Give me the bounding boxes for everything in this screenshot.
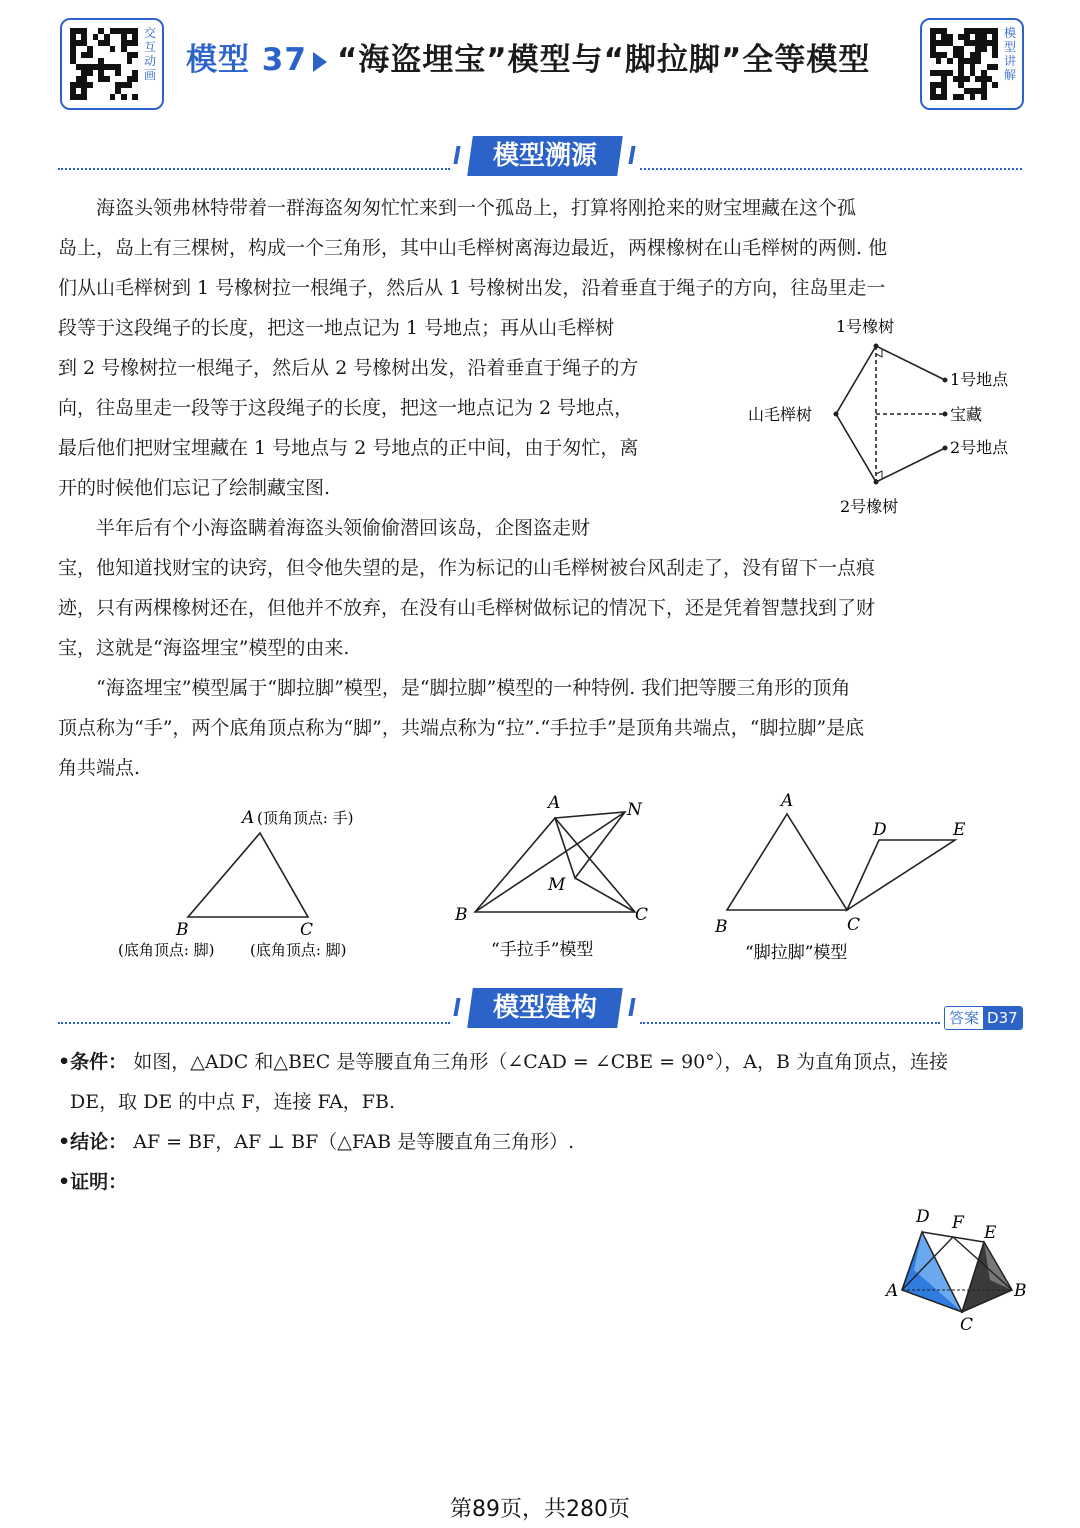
vertex-C: C bbox=[847, 915, 861, 935]
answer-reference-badge[interactable]: 答案 D37 bbox=[944, 1006, 1023, 1030]
banner-deco bbox=[453, 146, 460, 164]
label-oak-1: 1号橡树 bbox=[836, 317, 895, 336]
vertex-A: A bbox=[886, 1281, 899, 1301]
hand-in-hand-figure bbox=[445, 790, 665, 970]
divider bbox=[58, 168, 450, 170]
conclusion-block: •结论： AF = BF，AF ⊥ BF（△FAB 是等腰直角三角形）. bbox=[58, 1131, 575, 1153]
conclusion-text: AF = BF，AF ⊥ BF（△FAB 是等腰直角三角形）. bbox=[133, 1131, 575, 1153]
qr-code-icon bbox=[70, 28, 138, 100]
story-paragraph-1: 海盗头领弗林特带着一群海盗匆匆忙忙来到一个孤岛上，打算将刚抢来的财宝埋藏在这个孤 岛上，岛上有三棵树，构成一个三角形，其中山毛榉树离海边最近，两棵橡树在山毛榉树的两侧. 他 们从山毛榉树到 1 号橡树拉一根绳子，然后从 1 号橡树出发，沿着垂直于绳子的方向，往岛里走一 bbox=[58, 197, 888, 299]
conclusion-label: 结论： bbox=[70, 1131, 128, 1153]
condition-block: •条件： 如图，△ADC 和△BEC 是等腰直角三角形（∠CAD = ∠CBE = 90°），A，B 为直角顶点，连接 DE，取 DE 的中点 F，连接 FA，FB. bbox=[58, 1042, 1024, 1122]
page-title bbox=[186, 34, 870, 79]
qr-right-label: 模型讲解 bbox=[1003, 26, 1016, 82]
vertex-D: D bbox=[916, 1207, 930, 1227]
qr-left-label: 交互动画 bbox=[143, 26, 156, 82]
foot-to-foot-figure bbox=[705, 790, 985, 970]
divider bbox=[640, 168, 1022, 170]
label-spot-2: 2号地点 bbox=[950, 438, 1009, 457]
label-treasure: 宝藏 bbox=[950, 405, 983, 424]
vertex-D: D bbox=[873, 820, 887, 840]
model-number: 模型 37 bbox=[186, 42, 307, 78]
foot-model-caption: “脚拉脚”模型 bbox=[745, 943, 848, 963]
vertex-F: F bbox=[952, 1213, 964, 1233]
hand-model-caption: “手拉手”模型 bbox=[491, 940, 594, 960]
vertex-A: A bbox=[781, 791, 794, 811]
vertex-A: A bbox=[242, 808, 255, 828]
vertex-C: C bbox=[635, 905, 649, 925]
vertex-B: B bbox=[176, 920, 189, 940]
proof-block: •证明： bbox=[58, 1171, 128, 1193]
banner-deco bbox=[628, 998, 635, 1016]
model-title: “海盗埋宝”模型与“脚拉脚”全等模型 bbox=[336, 42, 871, 78]
proof-label: 证明： bbox=[70, 1171, 128, 1193]
vertex-B: B bbox=[1014, 1281, 1027, 1301]
vertex-B: B bbox=[455, 905, 468, 925]
banner-deco bbox=[453, 998, 460, 1016]
label-oak-2: 2号橡树 bbox=[840, 497, 899, 516]
vertex-E: E bbox=[984, 1223, 997, 1243]
story-paragraph-1-wrap: 段等于这段绳子的长度，把这一地点记为 1 号地点；再从山毛榉树 到 2 号橡树拉一根绳子，然后从 2 号橡树出发，沿着垂直于绳子的方 向，往岛里走一段等于这段绳子的长度，把这一地点记为 2 号地点， 最后他们把财宝埋藏在 1 号地点与 2 号地点的正中间，由于匆忙，离 开的时候他们忘记了绘制藏宝图. 半年后有个小海盗瞒着海盗头领偷偷潜回该岛，企图盗走财 bbox=[58, 317, 639, 539]
vertex-A-note: (顶角顶点: 手) bbox=[257, 809, 354, 827]
banner-deco bbox=[628, 146, 635, 164]
label-beech: 山毛榉树 bbox=[748, 405, 813, 424]
condition-text-2: DE，取 DE 的中点 F，连接 FA，FB. bbox=[70, 1091, 395, 1113]
vertex-B: B bbox=[715, 917, 728, 937]
vertex-M: M bbox=[548, 875, 566, 895]
proof-figure bbox=[880, 1200, 1040, 1340]
qr-code-explain[interactable] bbox=[920, 18, 1024, 110]
vertex-N: N bbox=[627, 800, 642, 820]
vertex-C: C bbox=[300, 920, 314, 940]
story-paragraph-2: 宝，他知道找财宝的诀窍，但令他失望的是，作为标记的山毛榉树被台风刮走了，没有留下一点痕 迹，只有两棵橡树还在，但他并不放弃，在没有山毛榉树做标记的情况下，还是凭着智慧找到了财 宝，这就是“海盗埋宝”模型的由来. bbox=[58, 557, 876, 659]
condition-label: 条件： bbox=[70, 1051, 128, 1073]
section-title-source: 模型溯源 bbox=[467, 136, 623, 176]
play-triangle-icon bbox=[313, 52, 327, 72]
qr-code-icon bbox=[930, 28, 998, 100]
section-title-build: 模型建构 bbox=[467, 988, 623, 1028]
vertex-C-note: (底角顶点: 脚) bbox=[250, 941, 347, 959]
island-figure bbox=[740, 310, 1030, 520]
vertex-C: C bbox=[960, 1315, 974, 1335]
divider bbox=[58, 1022, 450, 1024]
label-spot-1: 1号地点 bbox=[950, 370, 1009, 389]
divider bbox=[640, 1022, 940, 1024]
qr-code-interactive[interactable] bbox=[60, 18, 164, 110]
model-explanation: “海盗埋宝”模型属于“脚拉脚”模型，是“脚拉脚”模型的一种特例. 我们把等腰三角形的顶角 顶点称为“手”，两个底角顶点称为“脚”，共端点称为“拉”.“手拉手”是顶角共端点，“脚拉脚”是底 角共端点. bbox=[58, 677, 865, 779]
triangle-figure bbox=[110, 795, 400, 970]
vertex-E: E bbox=[953, 820, 966, 840]
vertex-B-note: (底角顶点: 脚) bbox=[118, 941, 215, 959]
vertex-A: A bbox=[548, 793, 561, 813]
condition-text: 如图，△ADC 和△BEC 是等腰直角三角形（∠CAD = ∠CBE = 90°），A，B 为直角顶点，连接 bbox=[133, 1051, 948, 1073]
page-number: 第89页，共280页 bbox=[450, 1497, 630, 1522]
